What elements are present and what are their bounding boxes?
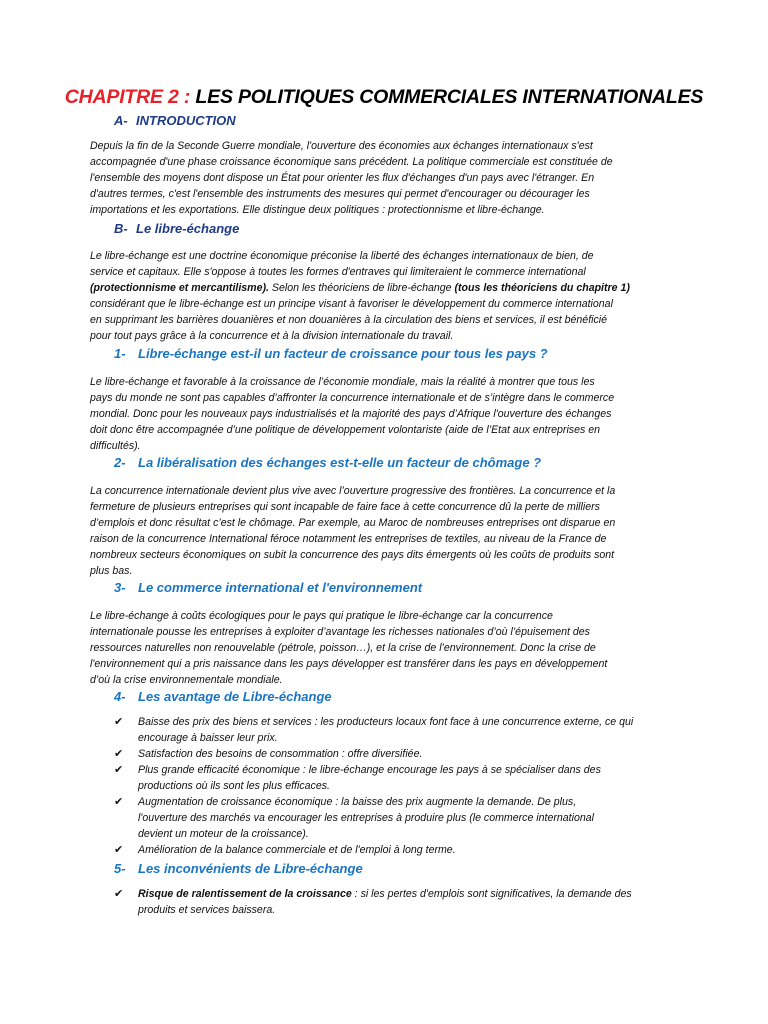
heading-number: 3- [114,580,126,595]
text-line [90,280,685,296]
checkmark-icon: ✔ [114,715,124,728]
text-line: difficultés). [90,440,141,452]
text-line: fermeture de plusieurs entreprises qui sont incapable de faire face à cette concurrence dû la perte de milliers [90,501,600,513]
list-item [114,842,694,858]
heading-text: La libéralisation des échanges est-t-elle un facteur de chômage ? [138,455,542,470]
page-title [0,86,768,109]
text-line: raison de la concurrence International féroce notamment les entreprises de textiles, au niveau de la France de [90,533,607,545]
heading-number: 5- [114,861,126,876]
heading-text: Le commerce international et l'environnement [138,580,423,595]
text-line: l'ouverture des marchés va encourager les entreprises à produire plus (le commerce international [138,812,595,824]
text-line: Amélioration de la balance commerciale et de l'emploi à long terme. [138,844,456,856]
paragraph-libre-echange [90,248,685,344]
text-line: plus bas. [90,565,133,577]
text-line: en supprimant les barrières douanières et non douanières à la circulation des biens et services, il est bénéficié [90,314,608,326]
text-line: pour tout pays grâce à la concurrence et à la division internationale du travail. [90,330,454,342]
checkmark-icon: ✔ [114,747,124,760]
heading-number: B- [114,221,128,236]
checkmark-icon: ✔ [114,843,124,856]
heading-introduction [114,113,236,128]
heading-text: INTRODUCTION [136,113,236,128]
heading-section-2 [114,455,541,470]
text-fragment: Selon les théoriciens de libre-échange [268,282,455,294]
text-line: productions où ils sont les plus efficaces. [138,780,330,792]
text-line: considérant que le libre-échange est un principe visant à favoriser le développement du commerce international [90,298,613,310]
text-line: Augmentation de croissance économique : la baisse des prix augmente la demande. De plus, [138,796,577,808]
heading-text: Les inconvénients de Libre-échange [138,861,363,876]
text-line: l'ensemble des moyens dont dispose un État pour orienter les flux d'échanges d'un pays avec l'étranger. En [90,172,595,184]
list-item [114,886,694,918]
checkmark-icon: ✔ [114,795,124,808]
text-line: internationale pousse les entreprises à exploiter d’avantage les richesses nationales d’où l’épuisement des [90,626,590,638]
heading-section-3 [114,580,422,595]
heading-text: Les avantage de Libre-échange [138,689,332,704]
bold-text: (protectionnisme et mercantilisme). [90,282,269,294]
heading-number: 1- [114,346,126,361]
heading-section-1 [114,346,548,361]
list-item [114,714,694,746]
text-line: l'environnement qui a pris naissance dans les pays développer est transférer dans les pays en développement [90,658,608,670]
paragraph-introduction [90,138,685,218]
text-line: Le libre-échange et favorable à la croissance de l’économie mondiale, mais la réalité à montrer que tous les [90,376,595,388]
text-line: nombreux secteurs économiques on subit la concurrence des pays dits émergents où les coûts de produits sont [90,549,615,561]
text-line: service et capitaux. Elle s'oppose à toutes les formes d'entraves qui limiteraient le commerce international [90,266,586,278]
list-item [114,746,694,762]
bold-text: Risque de ralentissement de la croissance [138,888,352,900]
checkmark-icon: ✔ [114,763,124,776]
heading-number: 4- [114,689,126,704]
text-line: mondial. Donc pour les nouveaux pays industrialisés et la majorité des pays d’Afrique l'ouverture des échanges [90,408,612,420]
heading-number: A- [114,113,128,128]
text-line: Le libre-échange à coûts écologiques pour le pays qui pratique le libre-échange car la concurrence [90,610,553,622]
advantages-list [114,714,694,858]
text-line: encourage à baisser leur prix. [138,732,278,744]
bold-text: (tous les théoriciens du chapitre 1) [454,282,630,294]
heading-section-5 [114,861,363,876]
text-line: Le libre-échange est une doctrine économique préconise la liberté des échanges internationaux de bien, de [90,250,594,262]
list-item [114,794,694,842]
heading-libre-echange [114,221,239,236]
text-line: Depuis la fin de la Seconde Guerre mondiale, l'ouverture des économies aux échanges internationaux s'est [90,140,593,152]
text-line: produits et services baissera. [138,904,276,916]
checkmark-icon: ✔ [114,887,124,900]
text-line: d'autres termes, c'est l'ensemble des instruments des mesures qui permet d'encourager ou décourager les [90,188,590,200]
text-line [138,886,694,902]
chapter-title: LES POLITIQUES COMMERCIALES INTERNATIONALES [195,86,704,108]
list-item [114,762,694,794]
text-line: ressources naturelles non renouvelable (pétrole, poisson…), et la crise de l’environnement. Donc la crise de [90,642,596,654]
heading-section-4 [114,689,332,704]
text-line: accompagnée d'une phase croissance économique sans précédent. La politique commerciale est constituée de [90,156,613,168]
heading-text: Libre-échange est-il un facteur de croissance pour tous les pays ? [138,346,548,361]
text-line: d’où la crise environnementale mondiale. [90,674,283,686]
paragraph-section-2 [90,483,685,579]
paragraph-section-1 [90,374,685,454]
paragraph-section-3 [90,608,685,688]
chapter-label: CHAPITRE 2 : [64,86,191,108]
text-line: d’emplois et donc résultat c’est le chômage. Par exemple, au Maroc de nombreuses entreprises ont disparue en [90,517,616,529]
text-line: devient un moteur de la croissance). [138,828,309,840]
text-line: Satisfaction des besoins de consommation : offre diversifiée. [138,748,423,760]
text-line: doit donc être accompagnée d’une politique de développement volontariste (aide de l’Etat aux entreprises en [90,424,601,436]
text-fragment: : si les pertes d'emplois sont significatives, la demande des [351,888,632,900]
text-line: Plus grande efficacité économique : le libre-échange encourage les pays à se spécialiser dans des [138,764,601,776]
text-line: pays du monde ne sont pas capables d’affronter la concurrence internationale et de s’intègre dans le commerce [90,392,615,404]
disadvantages-list [114,886,694,918]
text-line: Baisse des prix des biens et services : les producteurs locaux font face à une concurrence externe, ce qui [138,716,634,728]
text-line: importations et les exportations. Elle distingue deux politiques : protectionnisme et libre-échange. [90,204,545,216]
heading-text: Le libre-échange [136,221,240,236]
text-line: La concurrence internationale devient plus vive avec l’ouverture progressive des frontières. La concurrence et la [90,485,616,497]
heading-number: 2- [114,455,126,470]
